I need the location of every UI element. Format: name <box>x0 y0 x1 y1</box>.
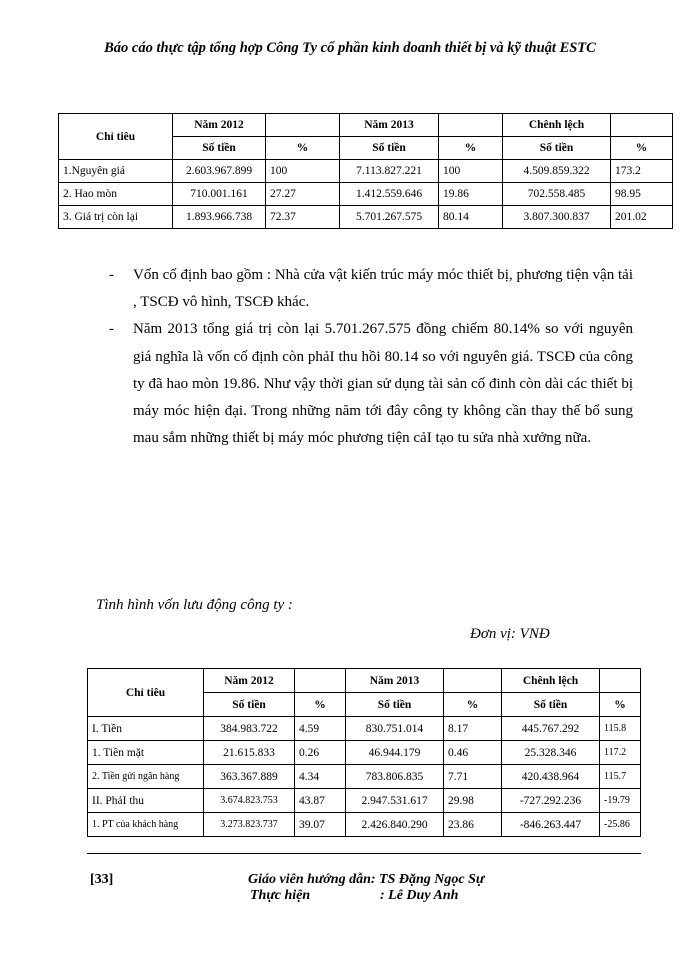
bullet-text: Năm 2013 tổng giá trị còn lại 5.701.267.575 đồng chiếm 80.14% so với nguyên giá nghĩa là vốn cố định còn phảI thu hồi 80.14 so với nguyên giá. TSCĐ của công ty đã hao mòn 19.86. Như vậy thời gian sử dụng tài sản cố đinh còn dài các thiết bị máy móc hiện đại. Trong những năm tới đây công ty không cần thay thế bổ sung mau sắm những thiết bị máy móc phương tiện cảI tạo tu sửa nhà xưởng nữa. <box>133 321 633 447</box>
table-row <box>88 717 641 741</box>
table-cell: 115.8 <box>600 717 641 741</box>
table-cell: 3.807.300.837 <box>503 206 611 229</box>
sub-header: Số tiền <box>502 693 600 717</box>
row-label: I. Tiền <box>88 717 204 741</box>
group-header: Chênh lệch <box>503 114 611 137</box>
table-cell: 117.2 <box>600 741 641 765</box>
label-col-header: Chỉ tiêu <box>88 669 204 717</box>
list-item <box>109 316 633 452</box>
table-row <box>88 765 641 789</box>
label-col-header: Chỉ tiêu <box>59 114 173 160</box>
table-cell: 384.983.722 <box>204 717 295 741</box>
table-cell: -19.79 <box>600 789 641 813</box>
table-cell: 2.947.531.617 <box>346 789 444 813</box>
table-cell: 1.412.559.646 <box>340 183 439 206</box>
table-cell: 7.113.827.221 <box>340 160 439 183</box>
table-cell: 0.46 <box>444 741 502 765</box>
sub-header: Số tiền <box>173 137 266 160</box>
table-cell: 201.02 <box>611 206 673 229</box>
table-cell: 43.87 <box>295 789 346 813</box>
bullet-marker: - <box>109 321 114 338</box>
table-cell: 46.944.179 <box>346 741 444 765</box>
unit-label: Đơn vị: VNĐ <box>470 626 550 642</box>
bullet-list <box>109 262 633 452</box>
sub-header: Số tiền <box>340 137 439 160</box>
table-cell: -846.263.447 <box>502 813 600 837</box>
table-cell: 21.615.833 <box>204 741 295 765</box>
table-cell: 72.37 <box>266 206 340 229</box>
table-cell: 0.26 <box>295 741 346 765</box>
table-cell: 710.001.161 <box>173 183 266 206</box>
table-cell: 27.27 <box>266 183 340 206</box>
table-cell: 783.806.835 <box>346 765 444 789</box>
working-capital-table <box>87 668 641 837</box>
table-row <box>88 789 641 813</box>
row-label: 1. Tiền mặt <box>88 741 204 765</box>
table-cell: 23.86 <box>444 813 502 837</box>
footer-performer-value: : Lê Duy Anh <box>380 888 459 903</box>
group-header: Chênh lệch <box>502 669 600 693</box>
footer-performer-label: Thực hiện <box>250 888 311 903</box>
page-header: Báo cáo thực tập tổng hợp Công Ty cổ phần kinh doanh thiết bị và kỹ thuật ESTC <box>104 40 596 56</box>
table-cell: -727.292.236 <box>502 789 600 813</box>
page-number: [33] <box>90 872 114 887</box>
row-label: 3. Giá trị còn lại <box>59 206 173 229</box>
table-cell: 100 <box>439 160 503 183</box>
table-cell: 7.71 <box>444 765 502 789</box>
row-label: 2. Hao mòn <box>59 183 173 206</box>
table-cell: 98.95 <box>611 183 673 206</box>
table-cell: 363.367.889 <box>204 765 295 789</box>
bullet-text: Vốn cố định bao gồm : Nhà cửa vật kiến trúc máy móc thiết bị, phương tiện vận tải , TSCĐ vô hình, TSCĐ khác. <box>133 267 633 311</box>
group-header: Năm 2013 <box>340 114 439 137</box>
row-label: 2. Tiền gửi ngân hàng <box>88 765 204 789</box>
table-cell: 445.767.292 <box>502 717 600 741</box>
table-cell: 4.34 <box>295 765 346 789</box>
table-cell: 115.7 <box>600 765 641 789</box>
sub-header: % <box>444 693 502 717</box>
table-cell: 4.509.859.322 <box>503 160 611 183</box>
sub-header: Số tiền <box>346 693 444 717</box>
list-item <box>109 262 633 316</box>
table-cell: 5.701.267.575 <box>340 206 439 229</box>
table-row <box>59 160 673 183</box>
table-cell: 4.59 <box>295 717 346 741</box>
table-cell: 39.07 <box>295 813 346 837</box>
group-header: Năm 2013 <box>346 669 444 693</box>
footer-advisor: Giáo viên hướng dẫn: TS Đặng Ngọc Sự <box>248 872 485 887</box>
table-cell: 2.426.840.290 <box>346 813 444 837</box>
table-cell: 830.751.014 <box>346 717 444 741</box>
table-cell: -25.86 <box>600 813 641 837</box>
row-label: 1. PT của khách hàng <box>88 813 204 837</box>
group-header: Năm 2012 <box>204 669 295 693</box>
fixed-capital-table <box>58 113 673 229</box>
sub-header: % <box>266 137 340 160</box>
footer-divider <box>87 853 641 854</box>
sub-header: % <box>600 693 641 717</box>
sub-header: % <box>611 137 673 160</box>
table-cell: 80.14 <box>439 206 503 229</box>
row-label: II. PhảI thu <box>88 789 204 813</box>
section-title: Tình hình vốn lưu động công ty : <box>96 597 293 613</box>
table-cell: 173.2 <box>611 160 673 183</box>
table-row <box>59 206 673 229</box>
table-cell: 100 <box>266 160 340 183</box>
table-row <box>59 183 673 206</box>
sub-header: % <box>295 693 346 717</box>
table-row <box>88 813 641 837</box>
table-cell: 25.328.346 <box>502 741 600 765</box>
row-label: 1.Nguyên giá <box>59 160 173 183</box>
bullet-marker: - <box>109 267 114 283</box>
sub-header: % <box>439 137 503 160</box>
sub-header: Số tiền <box>204 693 295 717</box>
table-cell: 1.893.966.738 <box>173 206 266 229</box>
table-cell: 19.86 <box>439 183 503 206</box>
table-cell: 702.558.485 <box>503 183 611 206</box>
table-cell: 420.438.964 <box>502 765 600 789</box>
table-cell: 8.17 <box>444 717 502 741</box>
table-cell: 2.603.967.899 <box>173 160 266 183</box>
table-cell: 3.674.823.753 <box>204 789 295 813</box>
sub-header: Số tiền <box>503 137 611 160</box>
table-row <box>88 741 641 765</box>
group-header: Năm 2012 <box>173 114 266 137</box>
table-cell: 3.273.823.737 <box>204 813 295 837</box>
table-cell: 29.98 <box>444 789 502 813</box>
